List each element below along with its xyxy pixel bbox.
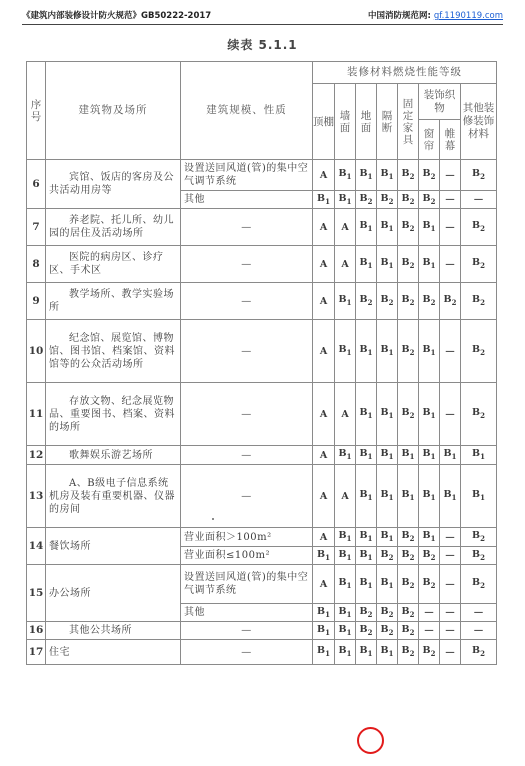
- grade-ceiling: $B_1$: [313, 640, 335, 665]
- col-header-wall: 墙面: [335, 84, 356, 160]
- scale-cell: —: [181, 446, 313, 465]
- grade-furniture: $B_2$: [398, 528, 419, 547]
- grade-curtain: —: [419, 604, 440, 622]
- col-header-ceiling: 顶棚: [313, 84, 335, 160]
- document-title: 《建筑内部装修设计防火规范》GB50222-2017: [22, 11, 212, 21]
- site-link[interactable]: gf.1190119.com: [433, 11, 503, 21]
- grade-wall: A: [335, 209, 356, 246]
- grade-partition: $B_1$: [377, 528, 398, 547]
- row-number: 12: [27, 446, 46, 465]
- grade-ceiling: $B_1$: [313, 622, 335, 640]
- grade-wall: $B_1$: [335, 622, 356, 640]
- row-number: 17: [27, 640, 46, 665]
- grade-wall: $B_1$: [335, 160, 356, 191]
- scale-cell: 其他: [181, 191, 313, 209]
- grade-other: $B_2$: [461, 209, 497, 246]
- grade-drape: —: [440, 320, 461, 383]
- grade-furniture: $B_1$: [398, 446, 419, 465]
- grade-other: —: [461, 191, 497, 209]
- scale-cell: 设置送回风道(管)的集中空气调节系统: [181, 160, 313, 191]
- grade-floor: $B_1$: [356, 640, 377, 665]
- grade-curtain: $B_2$: [419, 565, 440, 604]
- grade-wall: $B_1$: [335, 528, 356, 547]
- table-row: [27, 565, 497, 604]
- grade-drape: —: [440, 528, 461, 547]
- grade-curtain: $B_2$: [419, 160, 440, 191]
- grade-partition: $B_1$: [377, 565, 398, 604]
- grade-other: $B_2$: [461, 640, 497, 665]
- grade-furniture: $B_2$: [398, 320, 419, 383]
- grade-curtain: $B_1$: [419, 465, 440, 528]
- grade-drape: —: [440, 640, 461, 665]
- col-header-floor: 地面: [356, 84, 377, 160]
- scale-cell: 营业面积≤100m²: [181, 547, 313, 565]
- row-number: 11: [27, 383, 46, 446]
- grade-ceiling: A: [313, 160, 335, 191]
- grade-furniture: $B_2$: [398, 246, 419, 283]
- table-row: [27, 465, 497, 528]
- grade-floor: $B_2$: [356, 604, 377, 622]
- col-header-group: 装修材料燃烧性能等级: [313, 62, 497, 84]
- table-caption: 续表 5.1.1: [227, 38, 298, 52]
- grade-other: $B_2$: [461, 246, 497, 283]
- grade-wall: A: [335, 465, 356, 528]
- grade-ceiling: A: [313, 446, 335, 465]
- grade-curtain: $B_1$: [419, 528, 440, 547]
- grade-furniture: $B_2$: [398, 604, 419, 622]
- place-cell: 养老院、托儿所、幼儿园的居住及活动场所: [46, 209, 181, 246]
- site-name: 中国消防规范网:: [367, 11, 434, 21]
- row-number: 13: [27, 465, 46, 528]
- grade-partition: $B_1$: [377, 446, 398, 465]
- row-number: 16: [27, 622, 46, 640]
- grade-ceiling: A: [313, 465, 335, 528]
- place-cell: 办公场所: [46, 565, 181, 622]
- grade-curtain: $B_2$: [419, 283, 440, 320]
- scale-cell: —: [181, 246, 313, 283]
- row-number: 8: [27, 246, 46, 283]
- grade-floor: $B_1$: [356, 528, 377, 547]
- page-header: [22, 8, 503, 25]
- grade-other: $B_2$: [461, 565, 497, 604]
- col-header-place: 建筑物及场所: [46, 62, 181, 160]
- grade-curtain: $B_1$: [419, 383, 440, 446]
- grade-wall: $B_1$: [335, 191, 356, 209]
- scale-cell: 设置送回风道(管)的集中空气调节系统: [181, 565, 313, 604]
- grade-drape: —: [440, 209, 461, 246]
- grade-other: $B_2$: [461, 320, 497, 383]
- grade-curtain: —: [419, 622, 440, 640]
- table-row: [27, 283, 497, 320]
- table-row: [27, 622, 497, 640]
- grade-partition: $B_1$: [377, 209, 398, 246]
- grade-drape: —: [440, 383, 461, 446]
- row-number: 9: [27, 283, 46, 320]
- grade-other: $B_2$: [461, 528, 497, 547]
- grade-partition: $B_1$: [377, 465, 398, 528]
- grade-wall: A: [335, 383, 356, 446]
- scale-cell: —: [181, 320, 313, 383]
- scale-cell: —: [181, 622, 313, 640]
- scale-cell: —: [181, 383, 313, 446]
- grade-partition: $B_2$: [377, 604, 398, 622]
- grade-other: $B_2$: [461, 547, 497, 565]
- grade-wall: A: [335, 246, 356, 283]
- row-number: 10: [27, 320, 46, 383]
- grade-floor: $B_1$: [356, 446, 377, 465]
- grade-wall: $B_1$: [335, 446, 356, 465]
- place-cell: 宾馆、饭店的客房及公共活动用房等: [46, 160, 181, 209]
- place-cell: 其他公共场所: [46, 622, 181, 640]
- grade-curtain: $B_2$: [419, 640, 440, 665]
- grade-drape: —: [440, 191, 461, 209]
- col-header-other: 其他装修装饰材料: [461, 84, 497, 160]
- scale-cell: —: [181, 283, 313, 320]
- grade-wall: $B_1$: [335, 283, 356, 320]
- grade-furniture: $B_2$: [398, 191, 419, 209]
- col-header-drape: 帷幕: [440, 120, 461, 160]
- grade-other: $B_2$: [461, 283, 497, 320]
- col-header-no: 序号: [27, 62, 46, 160]
- grade-ceiling: A: [313, 209, 335, 246]
- fire-rating-table: [26, 61, 497, 665]
- grade-ceiling: A: [313, 383, 335, 446]
- table-row: [27, 160, 497, 191]
- grade-drape: —: [440, 565, 461, 604]
- table-row: [27, 246, 497, 283]
- grade-partition: $B_1$: [377, 640, 398, 665]
- grade-furniture: $B_2$: [398, 640, 419, 665]
- grade-curtain: $B_1$: [419, 209, 440, 246]
- grade-furniture: $B_1$: [398, 465, 419, 528]
- place-cell: 医院的病房区、诊疗区、手术区: [46, 246, 181, 283]
- place-cell: 住宅: [46, 640, 181, 665]
- grade-ceiling: $B_1$: [313, 191, 335, 209]
- grade-floor: $B_1$: [356, 160, 377, 191]
- grade-furniture: $B_2$: [398, 283, 419, 320]
- grade-floor: $B_2$: [356, 283, 377, 320]
- table-row: [27, 528, 497, 547]
- grade-floor: $B_2$: [356, 622, 377, 640]
- place-cell: 教学场所、教学实验场所: [46, 283, 181, 320]
- grade-floor: $B_1$: [356, 465, 377, 528]
- grade-ceiling: A: [313, 565, 335, 604]
- grade-furniture: $B_2$: [398, 209, 419, 246]
- grade-drape: —: [440, 246, 461, 283]
- table-row: [27, 446, 497, 465]
- grade-drape: $B_2$: [440, 283, 461, 320]
- grade-furniture: $B_2$: [398, 383, 419, 446]
- grade-furniture: $B_2$: [398, 160, 419, 191]
- place-cell: A、B级电子信息系统机房及装有重要机器、仪器的房间: [46, 465, 181, 528]
- grade-floor: $B_1$: [356, 383, 377, 446]
- grade-wall: $B_1$: [335, 565, 356, 604]
- grade-curtain: $B_1$: [419, 320, 440, 383]
- grade-drape: —: [440, 622, 461, 640]
- grade-other: —: [461, 622, 497, 640]
- grade-other: $B_1$: [461, 446, 497, 465]
- grade-floor: $B_1$: [356, 565, 377, 604]
- grade-drape: $B_1$: [440, 465, 461, 528]
- place-cell: 歌舞娱乐游艺场所: [46, 446, 181, 465]
- col-header-scale: 建筑规模、性质: [181, 62, 313, 160]
- table-row: [27, 640, 497, 665]
- grade-drape: —: [440, 604, 461, 622]
- place-cell: 餐饮场所: [46, 528, 181, 565]
- grade-other: $B_2$: [461, 383, 497, 446]
- scale-cell: —: [181, 209, 313, 246]
- site-info: [368, 9, 503, 21]
- grade-ceiling: A: [313, 528, 335, 547]
- grade-floor: $B_2$: [356, 191, 377, 209]
- scale-cell: —: [181, 465, 313, 528]
- scale-cell: 营业面积＞100m²: [181, 528, 313, 547]
- grade-drape: —: [440, 160, 461, 191]
- grade-partition: $B_1$: [377, 160, 398, 191]
- grade-floor: $B_1$: [356, 209, 377, 246]
- grade-furniture: $B_2$: [398, 622, 419, 640]
- grade-partition: $B_1$: [377, 246, 398, 283]
- grade-drape: $B_1$: [440, 446, 461, 465]
- row-number: 14: [27, 528, 46, 565]
- grade-floor: $B_1$: [356, 320, 377, 383]
- grade-curtain: $B_2$: [419, 547, 440, 565]
- table-row: [27, 383, 497, 446]
- scale-cell: —: [181, 640, 313, 665]
- table-row: [27, 320, 497, 383]
- col-header-furniture: 固定家具: [398, 84, 419, 160]
- grade-curtain: $B_1$: [419, 446, 440, 465]
- row-number: 6: [27, 160, 46, 209]
- grade-ceiling: A: [313, 320, 335, 383]
- place-cell: 存放文物、纪念展览物品、重要图书、档案、资料的场所: [46, 383, 181, 446]
- grade-wall: $B_1$: [335, 604, 356, 622]
- highlight-circle: [357, 727, 384, 754]
- scan-dot: [212, 518, 214, 520]
- col-header-curtain: 窗帘: [419, 120, 440, 160]
- row-number: 15: [27, 565, 46, 622]
- grade-wall: $B_1$: [335, 547, 356, 565]
- col-header-partition: 隔断: [377, 84, 398, 160]
- grade-partition: $B_2$: [377, 547, 398, 565]
- grade-ceiling: A: [313, 246, 335, 283]
- grade-other: $B_2$: [461, 160, 497, 191]
- grade-other: —: [461, 604, 497, 622]
- place-cell: 纪念馆、展览馆、博物馆、图书馆、档案馆、资料馆等的公众活动场所: [46, 320, 181, 383]
- grade-wall: $B_1$: [335, 640, 356, 665]
- grade-ceiling: $B_1$: [313, 547, 335, 565]
- grade-other: $B_1$: [461, 465, 497, 528]
- grade-partition: $B_2$: [377, 283, 398, 320]
- grade-partition: $B_1$: [377, 320, 398, 383]
- grade-curtain: $B_1$: [419, 246, 440, 283]
- grade-ceiling: A: [313, 283, 335, 320]
- grade-wall: $B_1$: [335, 320, 356, 383]
- grade-ceiling: $B_1$: [313, 604, 335, 622]
- grade-partition: $B_2$: [377, 622, 398, 640]
- grade-partition: $B_1$: [377, 383, 398, 446]
- grade-floor: $B_1$: [356, 246, 377, 283]
- scale-cell: 其他: [181, 604, 313, 622]
- table-row: [27, 209, 497, 246]
- grade-curtain: $B_2$: [419, 191, 440, 209]
- col-header-textile: 装饰织物: [419, 84, 461, 120]
- row-number: 7: [27, 209, 46, 246]
- grade-floor: $B_1$: [356, 547, 377, 565]
- grade-drape: —: [440, 547, 461, 565]
- grade-partition: $B_2$: [377, 191, 398, 209]
- grade-furniture: $B_2$: [398, 547, 419, 565]
- table-body: [27, 160, 497, 665]
- grade-furniture: $B_2$: [398, 565, 419, 604]
